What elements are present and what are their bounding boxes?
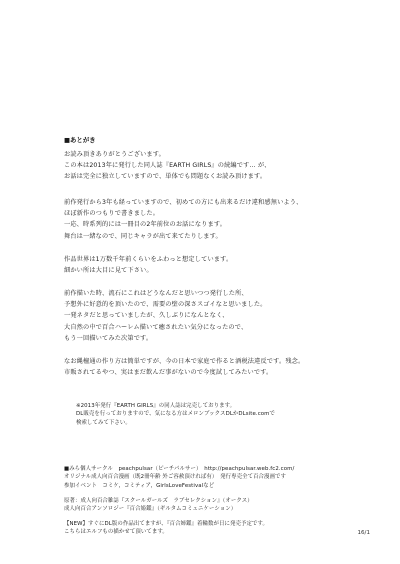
- text-line: 作品世界は1万数千年前くらいをふわっと想定しています。: [64, 256, 233, 263]
- text-line: DL販売を行っておりますので、気になる方はメロンブックスDLかDLsite.comで: [76, 411, 276, 418]
- text-line: 一応、時系列的には一冊目の2年前位のお話になります。: [64, 221, 227, 229]
- text-line: こちらはエルフもの描かせて頂いてます。: [64, 529, 168, 536]
- paragraph-note: [64, 402, 376, 427]
- text-line: 【NEW】すぐにDL版の作品出てますが、『百合姉鑑』着輪数が日に発売予定です。: [64, 521, 268, 527]
- text-line: お読み頂きありがとうございます。: [64, 151, 165, 158]
- paragraph-setting: [64, 197, 364, 242]
- paragraph-intro: [64, 149, 364, 183]
- text-line: 大自然の中で百合ハーレム描いて癒されたい気分になったので、: [64, 323, 248, 331]
- works-list: [64, 497, 364, 514]
- text-line: もう一回描いてみた次第です。: [64, 334, 153, 342]
- text-line: 成人向百合アンソロジー『百合姫鑑』（ギルタムコミュニケーション）: [64, 506, 237, 513]
- text-line: なお縄檀通の作り方は簡単ですが、今の日本で家庭で作ると酒税法違反です。残念。: [64, 358, 305, 365]
- paragraph-previous-work: [64, 288, 364, 344]
- news-block: [64, 520, 364, 537]
- text-line: 前作描いた時、流石にこれはどうなんだと思いつつ発行した所、: [64, 290, 248, 297]
- text-line: 前作発行から3年も経っていますので、初めての方にも出来るだけ違和感無いよう、: [64, 199, 303, 206]
- text-line: 予想外に好意的を頂いたので、需要の壁の深さスゴイなと思いました。: [64, 301, 267, 309]
- text-line: 検索してみて下さい。: [76, 419, 131, 426]
- text-line: 市販されてるやつ、実はまだ飲んだ事がないので今度試してみたいです。: [64, 369, 273, 377]
- paragraph-drink: [64, 356, 364, 378]
- text-line: ■みら個人サークル peachpulsar（ピーチパルサー） http://peachpulsar.web.fc2.com/: [64, 466, 295, 472]
- text-line: お話は完全に独立していますので、単体でも問題なくお読み頂けます。: [64, 173, 267, 181]
- circle-credits: [64, 465, 364, 490]
- text-line: ※2013年発行『EARTH GIRLS』の同人誌は完売しております。: [76, 403, 236, 409]
- text-line: 原著：成人向百合雑誌『スクールガールズ ラブセレクション』（オークス）: [64, 498, 253, 504]
- page-number: 16/1: [357, 530, 370, 536]
- text-line: ほぼ新作のつもりで書きました。: [64, 210, 160, 218]
- text-line: 一発ネタだと思っていましたが、久しぶりになんとなく、: [64, 312, 229, 320]
- text-line: この本は2013年に発行した同人誌『EARTH GIRLS』の続編です… が、: [64, 162, 271, 170]
- text-line: 舞台は一緒なので、同じキャラが出て来てたりします。: [64, 232, 222, 240]
- text-line: 参加イベント コミケ，コミティア，GirlsLoveFestivalなど: [64, 482, 215, 489]
- paragraph-world: [64, 254, 364, 276]
- text-line: 細かい所は大目に見て下さい。: [64, 267, 153, 275]
- text-line: オリジナル成人向百合漫画（既2冊年齢 外ご容赦頂ければ有） 発行専売全て百合漫画です: [64, 474, 286, 481]
- afterword-heading: ■あとがき: [64, 136, 96, 144]
